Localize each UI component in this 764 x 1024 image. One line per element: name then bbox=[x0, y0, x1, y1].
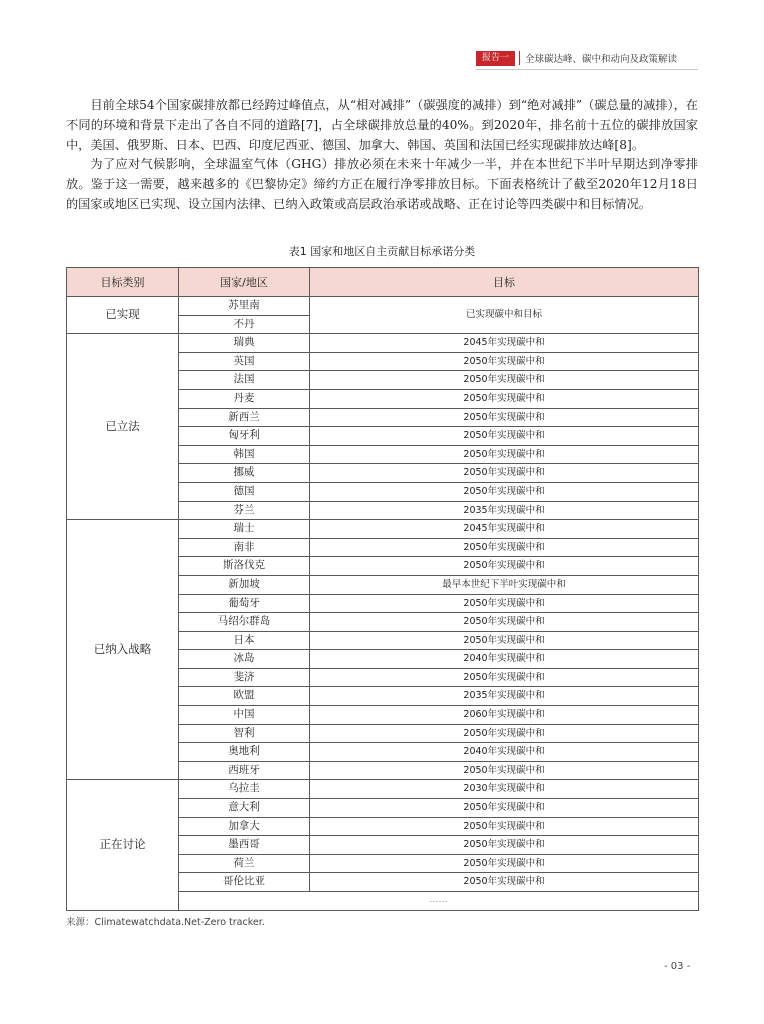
category-cell: 已立法 bbox=[67, 334, 179, 520]
source-note: 来源：Climatewatchdata.Net-Zero tracker. bbox=[66, 917, 265, 928]
header-bar bbox=[476, 50, 677, 66]
country-cell: 瑞典 bbox=[179, 334, 310, 353]
goal-cell: 2050年实现碳中和 bbox=[310, 817, 699, 836]
goal-cell: 2050年实现碳中和 bbox=[310, 724, 699, 743]
goal-cell: 2050年实现碳中和 bbox=[310, 836, 699, 855]
goal-cell: 2050年实现碳中和 bbox=[310, 761, 699, 780]
goal-cell: 2035年实现碳中和 bbox=[310, 687, 699, 706]
goal-cell: 2050年实现碳中和 bbox=[310, 613, 699, 632]
table-row bbox=[67, 780, 699, 799]
goal-cell: 2050年实现碳中和 bbox=[310, 538, 699, 557]
header-goal: 目标 bbox=[310, 268, 699, 297]
goal-cell: 2050年实现碳中和 bbox=[310, 352, 699, 371]
goal-cell: 2045年实现碳中和 bbox=[310, 520, 699, 539]
table-row bbox=[67, 297, 699, 316]
country-cell: 丹麦 bbox=[179, 389, 310, 408]
country-cell: 中国 bbox=[179, 706, 310, 725]
goal-cell: 2030年实现碳中和 bbox=[310, 780, 699, 799]
country-cell: 墨西哥 bbox=[179, 836, 310, 855]
goal-cell: 2050年实现碳中和 bbox=[310, 594, 699, 613]
paragraph-2: 为了应对气候影响，全球温室气体（GHG）排放必须在未来十年减少一半，并在本世纪下半叶早期达到净零排放。鉴于这一需要，越来越多的《巴黎协定》缔约方正在履行净零排放目标。下面表格统计了截至2020年12月18日的国家或地区已实现、设立国内法律、已纳入政策或高层政治承诺或战略、正在讨论等四类碳中和目标情况。 bbox=[66, 157, 698, 211]
report-title: 全球碳达峰、碳中和动向及政策解读 bbox=[525, 54, 678, 65]
goal-cell: 2050年实现碳中和 bbox=[310, 799, 699, 818]
table-header-row bbox=[67, 268, 699, 297]
table-body bbox=[67, 297, 699, 911]
goal-cell: 2040年实现碳中和 bbox=[310, 743, 699, 762]
country-cell: 哥伦比亚 bbox=[179, 873, 310, 892]
country-cell: 瑞士 bbox=[179, 520, 310, 539]
paragraph-1: 目前全球54个国家碳排放都已经跨过峰值点，从“相对减排”（碳强度的减排）到“绝对减排”（碳总量的减排），在不同的环境和背景下走出了各自不同的道路[7]，占全球碳排放总量的40%。到2020年，排名前十五位的碳排放国家中，美国、俄罗斯、日本、巴西、印度尼西亚、德国、加拿大、韩国、英国和法国已经实现碳排放达峰[8]。 bbox=[66, 98, 698, 152]
country-cell: 乌拉圭 bbox=[179, 780, 310, 799]
country-cell: 智利 bbox=[179, 724, 310, 743]
country-cell: 奥地利 bbox=[179, 743, 310, 762]
country-cell: 南非 bbox=[179, 538, 310, 557]
country-cell: 意大利 bbox=[179, 799, 310, 818]
country-cell: 法国 bbox=[179, 371, 310, 390]
goal-cell: 2050年实现碳中和 bbox=[310, 482, 699, 501]
country-cell: 新加坡 bbox=[179, 575, 310, 594]
page-number: - 03 - bbox=[664, 961, 691, 972]
goal-cell: 2045年实现碳中和 bbox=[310, 334, 699, 353]
goal-cell: 2050年实现碳中和 bbox=[310, 464, 699, 483]
country-cell: 日本 bbox=[179, 631, 310, 650]
goal-cell: 2050年实现碳中和 bbox=[310, 668, 699, 687]
country-cell: 新西兰 bbox=[179, 408, 310, 427]
goal-cell: 2050年实现碳中和 bbox=[310, 631, 699, 650]
country-cell: 斯洛伐克 bbox=[179, 557, 310, 576]
header-country: 国家/地区 bbox=[179, 268, 310, 297]
goal-cell: 2050年实现碳中和 bbox=[310, 873, 699, 892]
country-cell: 马绍尔群岛 bbox=[179, 613, 310, 632]
table-row bbox=[67, 520, 699, 539]
country-cell: 欧盟 bbox=[179, 687, 310, 706]
country-cell: 挪威 bbox=[179, 464, 310, 483]
header-rule bbox=[476, 69, 698, 70]
country-cell: 德国 bbox=[179, 482, 310, 501]
country-cell: 斐济 bbox=[179, 668, 310, 687]
category-cell: 正在讨论 bbox=[67, 780, 179, 911]
country-cell: 西班牙 bbox=[179, 761, 310, 780]
goal-cell: 已实现碳中和目标 bbox=[310, 297, 699, 334]
table-caption: 表1 国家和地区自主贡献目标承诺分类 bbox=[288, 245, 476, 258]
header-category: 目标类别 bbox=[67, 268, 179, 297]
category-cell: 已实现 bbox=[67, 297, 179, 334]
goal-cell: 2050年实现碳中和 bbox=[310, 389, 699, 408]
country-cell: 英国 bbox=[179, 352, 310, 371]
country-cell: 葡萄牙 bbox=[179, 594, 310, 613]
goal-cell: 2050年实现碳中和 bbox=[310, 408, 699, 427]
body-text bbox=[66, 96, 698, 215]
country-cell: 芬兰 bbox=[179, 501, 310, 520]
goal-cell: 最早本世纪下半叶实现碳中和 bbox=[310, 575, 699, 594]
country-cell: 荷兰 bbox=[179, 854, 310, 873]
goal-cell: 2050年实现碳中和 bbox=[310, 427, 699, 446]
country-cell: 冰岛 bbox=[179, 650, 310, 669]
goal-cell: 2050年实现碳中和 bbox=[310, 557, 699, 576]
country-cell: 不丹 bbox=[179, 315, 310, 334]
table-row bbox=[67, 334, 699, 353]
goal-cell: 2040年实现碳中和 bbox=[310, 650, 699, 669]
ellipsis-cell: …… bbox=[179, 892, 699, 911]
goal-cell: 2050年实现碳中和 bbox=[310, 371, 699, 390]
goal-cell: 2050年实现碳中和 bbox=[310, 445, 699, 464]
header-divider bbox=[519, 51, 520, 65]
goal-cell: 2035年实现碳中和 bbox=[310, 501, 699, 520]
goal-cell: 2050年实现碳中和 bbox=[310, 854, 699, 873]
category-cell: 已纳入战略 bbox=[67, 520, 179, 780]
country-cell: 韩国 bbox=[179, 445, 310, 464]
commitment-table bbox=[66, 267, 699, 911]
country-cell: 苏里南 bbox=[179, 297, 310, 316]
country-cell: 匈牙利 bbox=[179, 427, 310, 446]
country-cell: 加拿大 bbox=[179, 817, 310, 836]
report-tag: 报告一 bbox=[476, 51, 515, 66]
goal-cell: 2060年实现碳中和 bbox=[310, 706, 699, 725]
